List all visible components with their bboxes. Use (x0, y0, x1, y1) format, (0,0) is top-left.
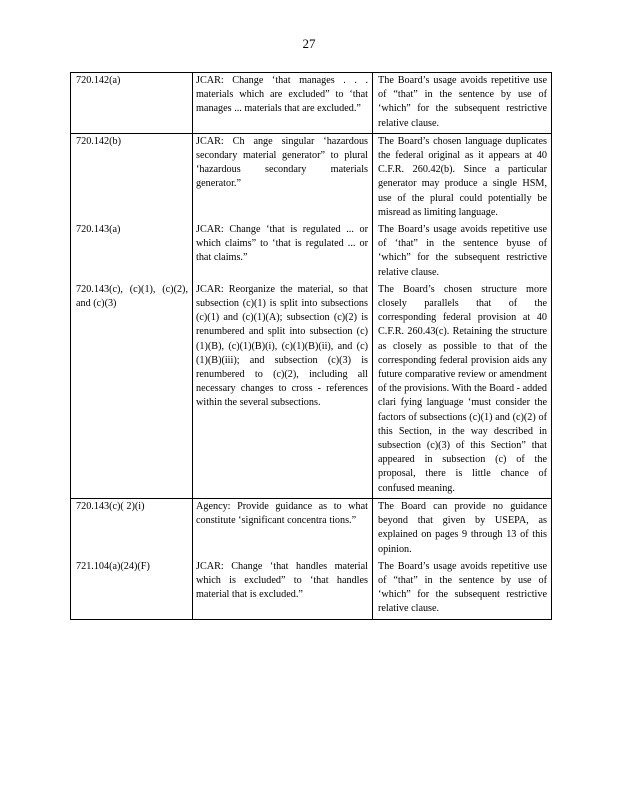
section-cell: 720.143(c), (c)(1), (c)(2), and (c)(3) (71, 282, 193, 499)
section-cell: 720.143(c)( 2)(i) (71, 498, 193, 558)
comment-cell: JCAR: Change ‘that handles material which is excluded” to ‘that handles material that is excluded.” (193, 559, 373, 619)
comment-cell: JCAR: Reorganize the material, so that subsection (c)(1) is split into subsections (c)(1) and (c)(1)(A); subsection (c)(2) is renumbered and split into subsection (c)(1)(B), (c)(1)(B)(i), (c)(1)(B)(ii), and (c)(1)(B)(iii); and subsection (c)(3) is renumbered to (c)(2), including all necessary changes to cross - references within the several subsections. (193, 282, 373, 499)
comment-cell: Agency: Provide guidance as to what constitute ‘significant concentra tions.” (193, 498, 373, 558)
comment-cell: JCAR: Ch ange singular ‘hazardous secondary material generator” to plural ‘hazardous secondary materials generator.” (193, 133, 373, 222)
section-cell: 720.142(b) (71, 133, 193, 222)
response-cell: The Board can provide no guidance beyond that given by USEPA, as explained on pages 9 through 13 of this opinion. (373, 498, 552, 558)
section-cell: 720.142(a) (71, 73, 193, 134)
comment-cell: JCAR: Change ‘that is regulated ... or which claims” to ‘that is regulated ... or that claims.” (193, 222, 373, 282)
table-row (71, 498, 552, 558)
table-row (71, 133, 552, 222)
section-cell: 721.104(a)(24)(F) (71, 559, 193, 619)
table-row (71, 73, 552, 134)
page-number: 27 (302, 36, 316, 51)
response-cell: The Board’s usage avoids repetitive use of “that” in the sentence by use of ‘which” for the subsequent restrictive relative clause. (373, 73, 552, 134)
table-row (71, 282, 552, 499)
comments-table (70, 72, 552, 620)
response-cell: The Board’s usage avoids repetitive use of “that” in the sentence by use of ‘which” for the subsequent restrictive relative clause. (373, 559, 552, 619)
response-cell: The Board’s chosen structure more closely parallels that of the corresponding federal provision at 40 C.F.R. 260.43(c). Retaining the structure as closely as possible to that of the corresponding federal provision aids any future comparative review or amendment of the provisions. With the Board - added clari fying language ‘must consider the factors of subsections (c)(1) and (c)(2) of this Section, in the way described in subsection (c)(3) of this Section” that appeared in subsection (c) of the proposal, there is little chance of confused meaning. (373, 282, 552, 499)
response-cell: The Board’s chosen language duplicates the federal original as it appears at 40 C.F.R. 260.42(b). Since a particular generator may produce a single HSM, use of the plural could potentially be misread as limiting language. (373, 133, 552, 222)
comment-cell: JCAR: Change ‘that manages . . . materials which are excluded” to ‘that manages ... materials that are excluded.” (193, 73, 373, 134)
section-cell: 720.143(a) (71, 222, 193, 282)
table-row (71, 559, 552, 619)
table-row (71, 222, 552, 282)
response-cell: The Board’s usage avoids repetitive use of ‘that” in the sentence byuse of ‘which” for the subsequent restrictive relative clause. (373, 222, 552, 282)
